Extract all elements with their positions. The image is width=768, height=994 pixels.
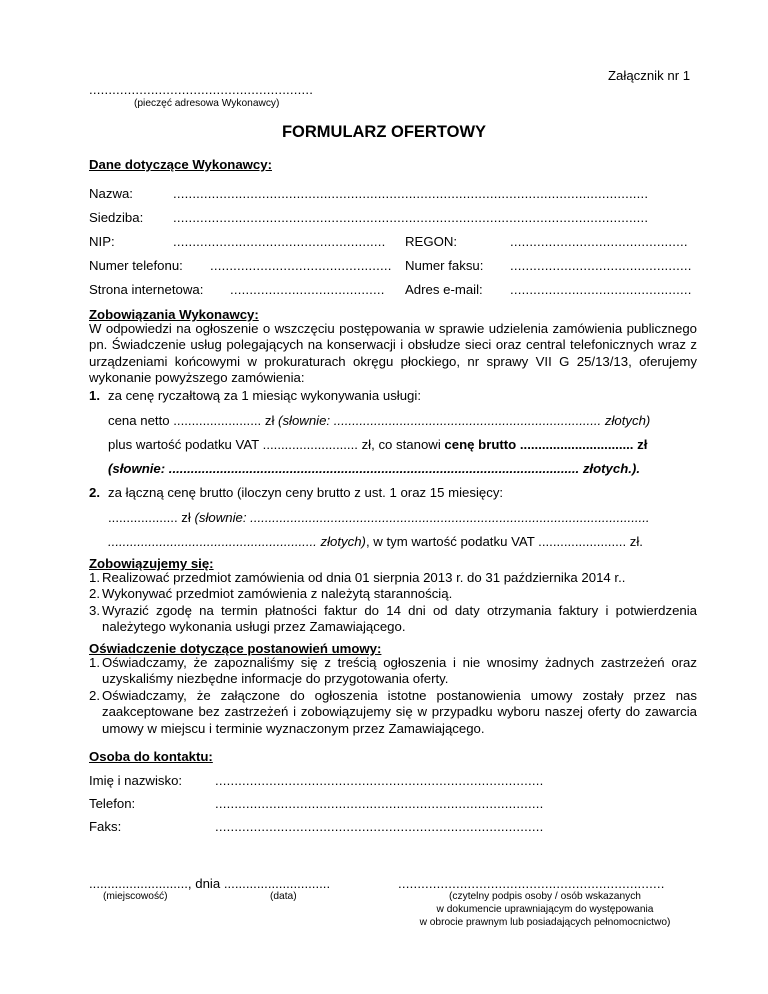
email-field[interactable]: ............................................... <box>510 282 692 297</box>
total2-b: , w tym wartość podatku VAT ........................ zł. <box>365 534 643 549</box>
name-field[interactable]: ........................................................................................................................... <box>173 186 649 201</box>
attachment-number: Załącznik nr 1 <box>608 68 691 83</box>
vat-line[interactable] <box>108 437 647 452</box>
obligations-header: Zobowiązania Wykonawcy: <box>89 307 259 322</box>
regon-field[interactable]: .............................................. <box>510 234 688 249</box>
regon-label: REGON: <box>405 234 458 249</box>
item2-text: za łączną cenę brutto (iloczyn ceny brutto z ust. 1 oraz 15 miesięcy: <box>108 485 504 500</box>
gross-price: cenę brutto ............................... zł <box>444 437 648 452</box>
commit-list <box>89 570 697 636</box>
signature-field[interactable]: ..................................................................... <box>398 876 665 891</box>
place-caption: (miejscowość) <box>103 891 168 902</box>
stamp-caption: (pieczęć adresowa Wykonawcy) <box>134 98 280 109</box>
signature-caption-1: (czytelny podpis osoby / osób wskazanych <box>449 891 641 902</box>
total-line[interactable] <box>108 510 650 525</box>
commit-header: Zobowiązujemy się: <box>89 556 214 571</box>
gross-words-line[interactable]: (słownie: ................................................................................................................ złotych.). <box>108 461 640 476</box>
item2-number: 2. <box>89 485 100 500</box>
contractor-header: Dane dotyczące Wykonawcy: <box>89 157 272 172</box>
contact-fax-field[interactable]: ..................................................................................... <box>215 819 544 834</box>
vat-a: plus wartość podatku VAT .......................... zł, co stanowi <box>108 437 445 452</box>
nip-field[interactable]: ....................................................... <box>173 234 386 249</box>
total2-a: ......................................................... złotych) <box>108 534 366 549</box>
stamp-dots: .......................................................... <box>89 82 314 97</box>
list-item: 2. Oświadczamy, że załączone do ogłoszenia istotne postanowienia umowy zostały przez nas zaakceptowane bez zastrzeżeń i zobowiązujemy się w przypadku wyboru naszej oferty do zawarcia umowy w miejscu i terminie wyznaczonym przez Zamawiającego. <box>89 687 697 736</box>
email-label: Adres e-mail: <box>405 282 483 297</box>
obligations-intro: W odpowiedzi na ogłoszenie o wszczęciu postępowania w sprawie udzielenia zamówienia publicznego pn. Świadczenie usług polegających na konserwacji i obsłudze sieci oraz central telefonicznych wraz z urządzeniami końcowymi w prokuraturach okręgu płockiego, nr sprawy VII G 25/13/13, oferujemy wykonanie powyższego zamówienia: <box>89 321 697 386</box>
fax-field[interactable]: ............................................... <box>510 258 692 273</box>
phone-field[interactable]: ............................................... <box>210 258 392 273</box>
item1-text: za cenę ryczałtową za 1 miesiąc wykonywania usługi: <box>108 388 421 403</box>
web-field[interactable]: ........................................ <box>230 282 385 297</box>
signature-caption-3: w obrocie prawnym lub posiadających pełnomocnictwo) <box>419 917 671 928</box>
contact-fax-label: Faks: <box>89 819 122 834</box>
fax-label: Numer faksu: <box>405 258 484 273</box>
list-item: 1. Realizować przedmiot zamówienia od dnia 01 sierpnia 2013 r. do 31 października 2014 r.. <box>89 570 626 585</box>
signature-caption-2: w dokumencie uprawniającym do występowania <box>436 904 654 915</box>
total-a: ................... zł <box>108 510 195 525</box>
contact-name-label: Imię i nazwisko: <box>89 773 183 788</box>
list-item: 2. Wykonywać przedmiot zamówienia z należytą starannością. <box>89 586 453 602</box>
declaration-header: Oświadczenie dotyczące postanowień umowy: <box>89 641 382 656</box>
web-label: Strona internetowa: <box>89 282 204 297</box>
total-words: (słownie: ............................................................................................................. <box>194 510 650 525</box>
seat-field[interactable]: ........................................................................................................................... <box>173 210 649 225</box>
nip-label: NIP: <box>89 234 115 249</box>
total-line-2[interactable] <box>108 534 643 549</box>
contact-header: Osoba do kontaktu: <box>89 749 213 764</box>
contact-name-field[interactable]: ..................................................................................... <box>215 773 544 788</box>
declaration-list <box>89 655 697 737</box>
list-item: 3. Wyrazić zgodę na termin płatności faktur do 14 dni od daty otrzymania faktury i potwierdzenia należytego wykonania usługi przez Zamawiającego. <box>89 602 697 635</box>
net-price-line[interactable] <box>108 413 650 428</box>
net-price-words: (słownie: ......................................................................... złotych) <box>278 413 651 428</box>
list-item: 1. Oświadczamy, że zapoznaliśmy się z treścią ogłoszenia i nie wnosimy żadnych zastrzeżeń oraz uzyskaliśmy niezbędne informacje do przygotowania oferty. <box>89 655 697 687</box>
date-caption: (data) <box>270 891 297 902</box>
net-price-a: cena netto ........................ zł <box>108 413 279 428</box>
item1-number: 1. <box>89 388 100 403</box>
form-title: FORMULARZ OFERTOWY <box>281 123 487 141</box>
phone-label: Numer telefonu: <box>89 258 183 273</box>
seat-label: Siedziba: <box>89 210 144 225</box>
contact-phone-label: Telefon: <box>89 796 136 811</box>
place-date-line[interactable]: ..........................., dnia ............................. <box>89 876 331 891</box>
name-label: Nazwa: <box>89 186 133 201</box>
contact-phone-field[interactable]: ..................................................................................... <box>215 796 544 811</box>
